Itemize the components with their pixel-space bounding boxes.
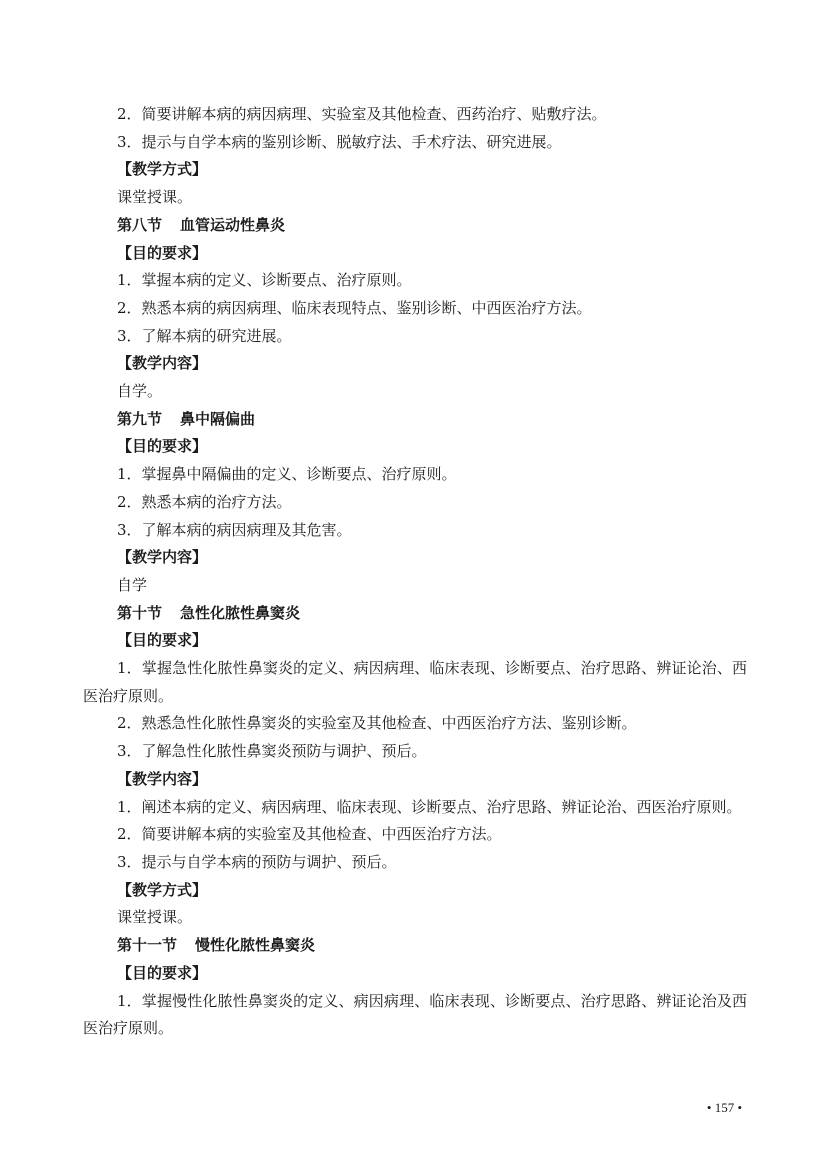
- section-label: 【教学方式】: [117, 880, 208, 899]
- page-content: [83, 101, 747, 1043]
- list-item: 课堂授课。: [117, 908, 193, 927]
- list-item: 3．提示与自学本病的预防与调护、预后。: [117, 852, 397, 871]
- section-title: 血管运动性鼻炎: [180, 215, 286, 234]
- list-item: 自学: [117, 575, 148, 594]
- paragraph-item: 1．阐述本病的定义、病因病理、临床表现、诊断要点、治疗思路、辨证论治、西医治疗原则。: [117, 797, 742, 816]
- section-label: 【目的要求】: [117, 437, 208, 456]
- list-item: 3．了解急性化脓性鼻窦炎预防与调护、预后。: [117, 742, 427, 761]
- list-item: 3．了解本病的研究进展。: [117, 326, 292, 345]
- list-item: 3．提示与自学本病的鉴别诊断、脱敏疗法、手术疗法、研究进展。: [117, 132, 562, 151]
- section-number: 第十一节: [117, 936, 178, 955]
- paragraph-item: 1．掌握慢性化脓性鼻窦炎的定义、病因病理、临床表现、诊断要点、治疗思路、辨证论治及西医治疗原则。: [83, 991, 747, 1038]
- section-label: 【目的要求】: [117, 631, 208, 650]
- list-item: 2．熟悉本病的病因病理、临床表现特点、鉴别诊断、中西医治疗方法。: [117, 298, 592, 317]
- list-item: 课堂授课。: [117, 188, 193, 207]
- list-item: 2．熟悉急性化脓性鼻窦炎的实验室及其他检查、中西医治疗方法、鉴别诊断。: [117, 714, 637, 733]
- section-label: 【教学内容】: [117, 354, 208, 373]
- paragraph-item: 1．掌握急性化脓性鼻窦炎的定义、病因病理、临床表现、诊断要点、治疗思路、辨证论治、西医治疗原则。: [83, 659, 747, 705]
- section-heading: [83, 932, 747, 960]
- section-heading: [83, 600, 747, 628]
- section-label: 【目的要求】: [117, 243, 208, 262]
- section-number: 第八节: [117, 215, 163, 234]
- section-heading: [83, 406, 747, 434]
- section-title: 慢性化脓性鼻窦炎: [195, 936, 316, 955]
- section-number: 第九节: [117, 409, 163, 428]
- list-item: 自学。: [117, 382, 163, 401]
- list-item: 2．简要讲解本病的实验室及其他检查、中西医治疗方法。: [117, 825, 502, 844]
- page-number: • 157 •: [706, 1100, 742, 1115]
- section-title: 急性化脓性鼻窦炎: [180, 603, 301, 622]
- list-item: 2．熟悉本病的治疗方法。: [117, 492, 292, 511]
- list-item: 1．掌握本病的定义、诊断要点、治疗原则。: [117, 271, 412, 290]
- section-label: 【教学方式】: [117, 160, 208, 179]
- list-item: 3．了解本病的病因病理及其危害。: [117, 520, 352, 539]
- section-label: 【教学内容】: [117, 769, 208, 788]
- section-heading: [83, 212, 747, 240]
- section-title: 鼻中隔偏曲: [180, 409, 256, 428]
- section-label: 【目的要求】: [117, 963, 208, 982]
- section-number: 第十节: [117, 603, 163, 622]
- list-item: 1．掌握鼻中隔偏曲的定义、诊断要点、治疗原则。: [117, 465, 457, 484]
- section-label: 【教学内容】: [117, 548, 208, 567]
- list-item: 2．简要讲解本病的病因病理、实验室及其他检查、西药治疗、贴敷疗法。: [117, 105, 607, 123]
